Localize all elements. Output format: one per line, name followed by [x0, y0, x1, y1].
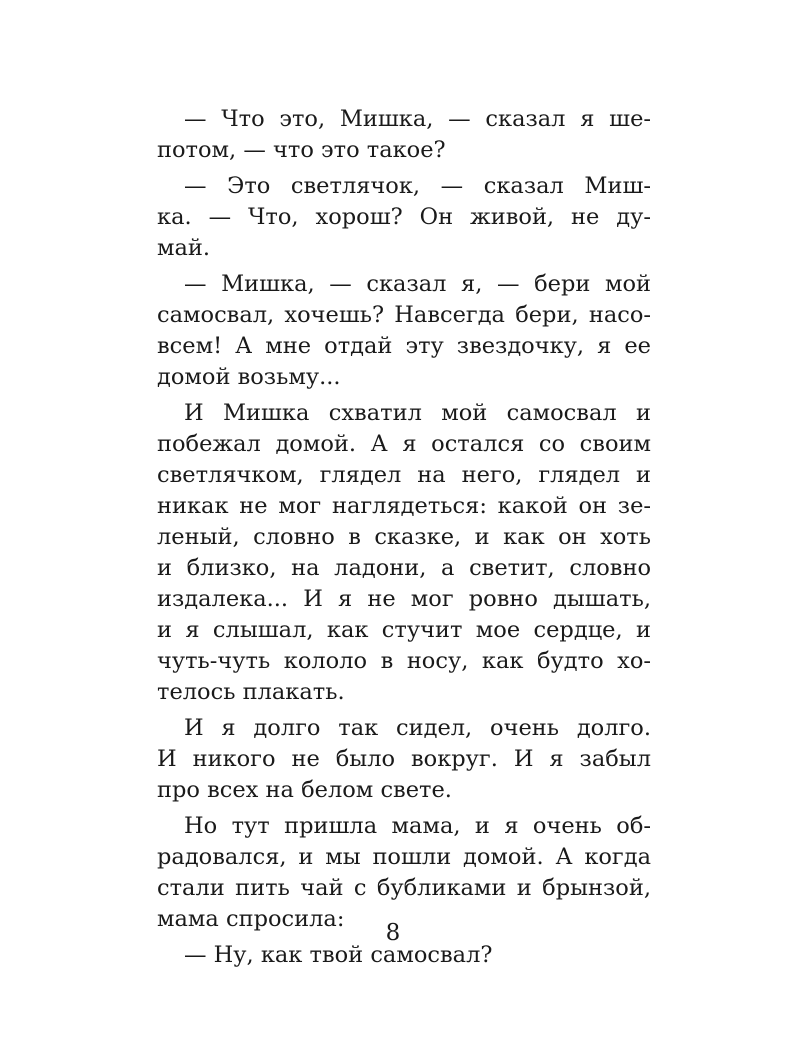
- text-line: стали пить чай с бубликами и брынзой,: [157, 875, 651, 901]
- text-line: самосвал, хочешь? Навсегда бери, насо-: [157, 302, 651, 328]
- text-line: никак не мог наглядеться: какой он зе-: [157, 493, 651, 519]
- text-line: — Это светлячок, — сказал Миш-: [184, 173, 651, 199]
- text-line: И никого не было вокруг. И я забыл: [157, 746, 651, 772]
- text-line: побежал домой. А я остался со своим: [157, 431, 651, 457]
- paragraph-6: [157, 811, 651, 935]
- paragraph-3: [157, 269, 651, 393]
- text-line: — Что это, Мишка, — сказал я ше-: [184, 106, 651, 132]
- text-line: И я долго так сидел, очень долго.: [184, 715, 651, 741]
- paragraph-4: [157, 398, 651, 708]
- text-line: телось плакать.: [157, 679, 345, 705]
- text-line: радовался, и мы пошли домой. А когда: [157, 844, 651, 870]
- text-line: леный, словно в сказке, и как он хоть: [157, 524, 651, 550]
- text-line: и я слышал, как стучит мое сердце, и: [157, 617, 651, 643]
- text-line: — Ну, как твой самосвал?: [184, 942, 493, 968]
- text-line: светлячком, глядел на него, глядел и: [157, 462, 651, 488]
- book-page-text: [157, 104, 651, 976]
- text-line: ка. — Что, хорош? Он живой, не ду-: [157, 204, 651, 230]
- page-number: 8: [385, 920, 401, 946]
- paragraph-5: [157, 713, 651, 806]
- text-line: мама спросила:: [157, 906, 345, 932]
- paragraph-2: [157, 171, 651, 264]
- text-line: издалека... И я не мог ровно дышать,: [157, 586, 651, 612]
- text-line: всем! А мне отдай эту звездочку, я ее: [157, 333, 651, 359]
- text-line: домой возьму...: [157, 364, 341, 390]
- text-line: май.: [157, 235, 211, 261]
- text-line: — Мишка, — сказал я, — бери мой: [184, 271, 651, 297]
- text-line: потом, — что это такое?: [157, 137, 446, 163]
- text-line: про всех на белом свете.: [157, 777, 452, 803]
- text-line: И Мишка схватил мой самосвал и: [184, 400, 651, 426]
- text-line: и близко, на ладони, а светит, словно: [157, 555, 651, 581]
- paragraph-1: [157, 104, 651, 166]
- text-line: чуть-чуть кололо в носу, как будто хо-: [157, 648, 651, 674]
- text-line: Но тут пришла мама, и я очень об-: [184, 813, 651, 839]
